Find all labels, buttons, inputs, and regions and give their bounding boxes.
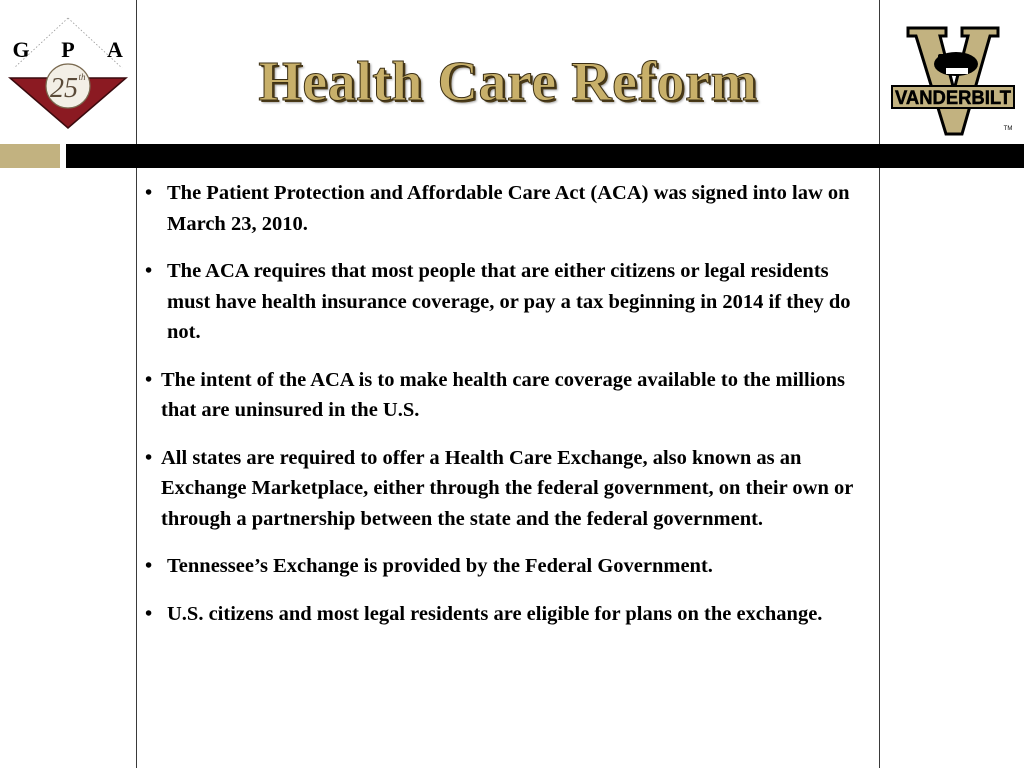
right-divider-line [879, 0, 880, 768]
bullet-text: Tennessee’s Exchange is provided by the Federal Government. [167, 555, 713, 577]
gpa-letter-g: G [12, 37, 30, 62]
anniversary-suffix: th [78, 72, 86, 82]
anniversary-number: 25 [50, 73, 78, 104]
bullet-item: • Tennessee’s Exchange is provided by the Federal Government. [145, 555, 713, 577]
gpa-25th-logo [4, 16, 132, 136]
bullet-item: • U.S. citizens and most legal residents are eligible for plans on the exchange. [145, 602, 823, 625]
gpa-letter-a: A [107, 37, 123, 62]
bullet-text: The intent of the ACA is to make health care coverage available to the millions that are uninsured in the U.S. [161, 368, 846, 421]
commodore-figure [934, 52, 978, 76]
bullet-item: • The ACA requires that most people that are either citizens or legal residents must have health insurance coverage, or pay a tax beginning in 2014 if they do not. [145, 260, 851, 343]
black-header-bar [66, 144, 1024, 168]
bullet-text: The ACA requires that most people that are either citizens or legal residents must have health insurance coverage, or pay a tax beginning in 2014 if they do not. [167, 260, 851, 343]
bullet-list [142, 178, 864, 646]
bullet-text: All states are required to offer a Health Care Exchange, also known as an Exchange Marketplace, either through the federal government, on their own or through a partnership between the state and the federal government. [161, 446, 853, 530]
bullet-item: • The intent of the ACA is to make health care coverage available to the millions that are uninsured in the U.S. [145, 368, 846, 421]
bullet-text: The Patient Protection and Affordable Care Act (ACA) was signed into law on March 23, 2010. [167, 182, 850, 235]
gold-accent-bar [0, 144, 60, 168]
bullet-text: U.S. citizens and most legal residents are eligible for plans on the exchange. [167, 602, 823, 625]
gpa-letter-p: P [61, 37, 75, 62]
left-divider-line [136, 0, 137, 768]
vanderbilt-v-monogram [908, 28, 998, 134]
bullet-item: • All states are required to offer a Health Care Exchange, also known as an Exchange Marketplace, either through the federal government, on their own or through a partnership between the state and the federal government. [145, 446, 853, 530]
bullet-item: • The Patient Protection and Affordable Care Act (ACA) was signed into law on March 23, 2010. [145, 182, 850, 235]
trademark-symbol: TM [1003, 126, 1013, 132]
page-title: Health Care Reform [258, 51, 758, 113]
vanderbilt-wordmark: VANDERBILT [895, 88, 1012, 109]
vanderbilt-logo [890, 26, 1016, 138]
